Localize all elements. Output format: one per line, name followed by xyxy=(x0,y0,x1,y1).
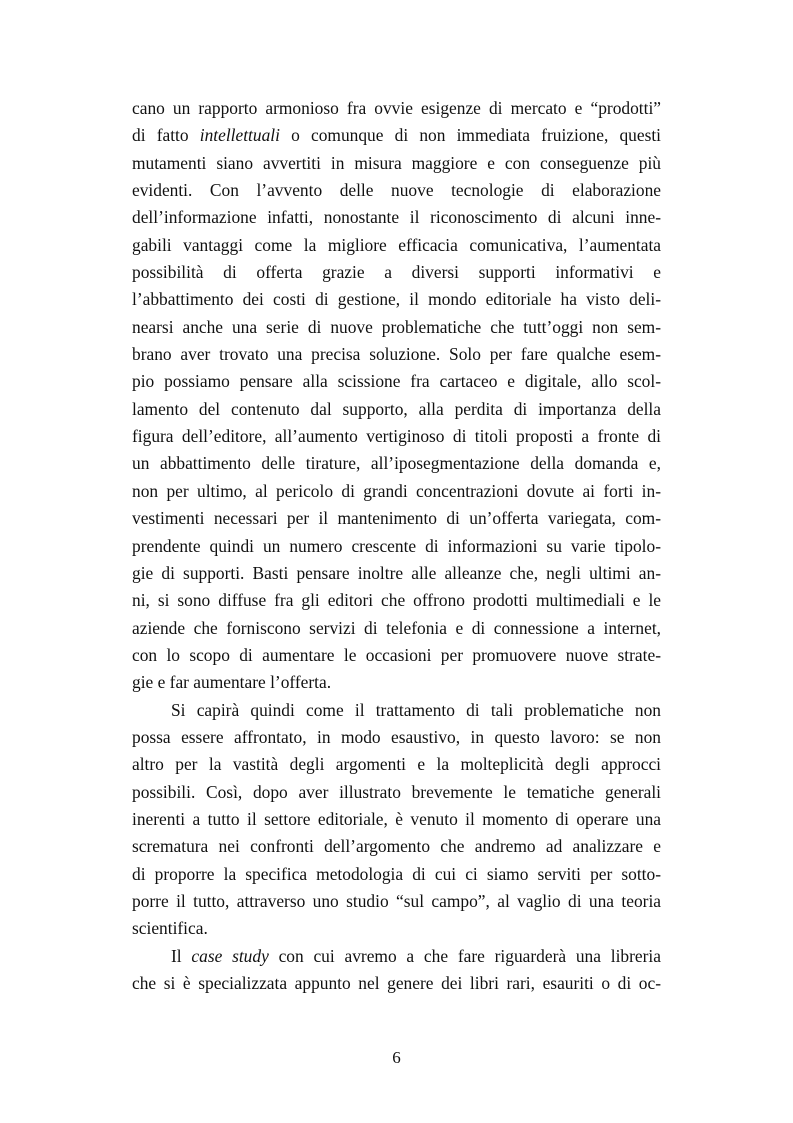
paragraph-3 xyxy=(132,943,661,998)
text-line: non per ultimo, al pericolo di grandi concentrazioni dovute ai forti in- xyxy=(132,480,661,501)
text-line: gabili vantaggi come la migliore efficacia comunicativa, l’aumentata xyxy=(132,234,661,255)
text-line: un abbattimento delle tirature, all’iposegmentazione della domanda e, xyxy=(132,453,661,474)
text-line: l’abbattimento dei costi di gestione, il mondo editoriale ha visto deli- xyxy=(132,289,661,310)
text-line: possibilità di offerta grazie a diversi supporti informativi e xyxy=(132,262,661,283)
text-line: lamento del contenuto dal supporto, alla perdita di importanza della xyxy=(132,398,661,419)
text-span: o comunque di non immediata fruizione, questi xyxy=(279,125,662,146)
text-line: cano un rapporto armonioso fra ovvie esigenze di mercato e “prodotti” xyxy=(132,98,661,118)
text-span: di fatto xyxy=(132,125,200,146)
text-line: scrematura nei confronti dell’argomento che andremo ad analizzare e xyxy=(132,836,661,857)
text-line: porre il tutto, attraverso uno studio “sul campo”, al vaglio di una teoria xyxy=(132,890,661,911)
text-line: figura dell’editore, all’aumento vertiginoso di titoli proposti a fronte di xyxy=(132,426,661,447)
text-line: vestimenti necessari per il mantenimento di un’offerta variegata, com- xyxy=(132,508,661,529)
text-line: inerenti a tutto il settore editoriale, è venuto il momento di operare una xyxy=(132,808,661,829)
text-line: dell’informazione infatti, nonostante il riconoscimento di alcuni inne- xyxy=(132,207,661,228)
text-line xyxy=(132,122,661,149)
text-line: possibili. Così, dopo aver illustrato brevemente le tematiche generali xyxy=(132,781,661,802)
text-line: Si capirà quindi come il trattamento di tali problematiche non xyxy=(171,699,661,720)
paragraph-2 xyxy=(132,697,661,943)
page-number: 6 xyxy=(392,1048,401,1067)
text-line: prendente quindi un numero crescente di informazioni su varie tipolo- xyxy=(132,535,661,556)
text-line: gie e far aumentare l’offerta. xyxy=(132,672,332,693)
text-line: che si è specializzata appunto nel genere dei libri rari, esauriti o di oc- xyxy=(132,973,661,993)
text-line: altro per la vastità degli argomenti e la molteplicità degli approcci xyxy=(132,754,661,775)
text-line xyxy=(132,943,661,970)
text-line: pio possiamo pensare alla scissione fra cartaceo e digitale, allo scol- xyxy=(132,371,661,392)
text-line: brano aver trovato una precisa soluzione. Solo per fare qualche esem- xyxy=(132,344,661,365)
text-line: possa essere affrontato, in modo esaustivo, in questo lavoro: se non xyxy=(132,726,661,747)
italic-term: intellettuali xyxy=(199,125,280,146)
text-line: nearsi anche una serie di nuove problematiche che tutt’oggi non sem- xyxy=(132,316,661,337)
text-line: ni, si sono diffuse fra gli editori che offrono prodotti multimediali e le xyxy=(132,590,661,611)
text-span: con cui avremo a che fare riguarderà una libreria xyxy=(268,945,661,966)
italic-term: case study xyxy=(191,945,269,966)
text-line: aziende che forniscono servizi di telefonia e di connessione a internet, xyxy=(132,617,661,638)
text-line: scientifica. xyxy=(132,918,208,939)
text-line: di proporre la specifica metodologia di cui ci siamo serviti per sotto- xyxy=(132,863,661,884)
body-text xyxy=(132,95,661,997)
text-line: mutamenti siano avvertiti in misura maggiore e con conseguenze più xyxy=(132,152,661,173)
text-line: con lo scopo di aumentare le occasioni per promuovere nuove strate- xyxy=(132,644,661,665)
text-line: evidenti. Con l’avvento delle nuove tecnologie di elaborazione xyxy=(132,180,661,201)
paragraph-1 xyxy=(132,95,661,697)
text-span: Il xyxy=(171,945,192,966)
text-line: gie di supporti. Basti pensare inoltre alle alleanze che, negli ultimi an- xyxy=(132,562,661,583)
